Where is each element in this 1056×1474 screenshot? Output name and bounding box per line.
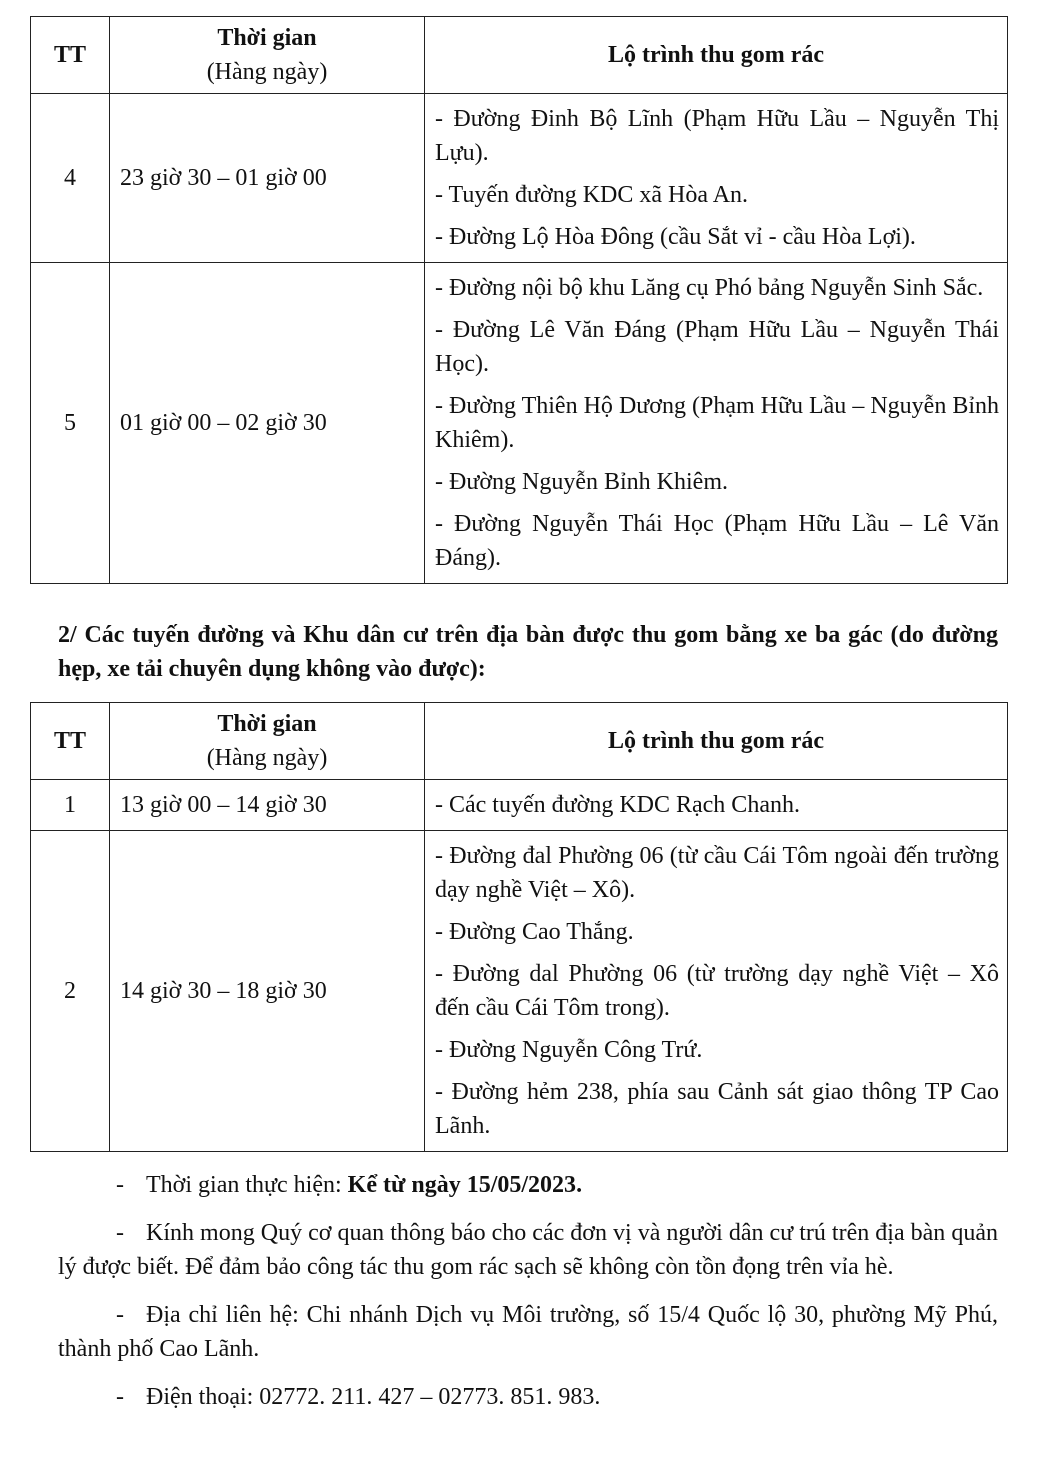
note-phone-text: Điện thoại: 02772. 211. 427 – 02773. 851. 983. xyxy=(146,1384,601,1410)
header-route: Lộ trình thu gom rác xyxy=(425,703,1008,780)
note-request xyxy=(58,1216,998,1284)
row-time: 23 giờ 30 – 01 giờ 00 xyxy=(110,94,425,263)
route-item: - Đường hẻm 238, phía sau Cảnh sát giao thông TP Cao Lãnh. xyxy=(435,1079,999,1139)
schedule-table-1 xyxy=(30,16,1008,584)
route-item: - Đường Nguyễn Công Trứ. xyxy=(435,1037,703,1063)
route-item: - Đường Cao Thắng. xyxy=(435,919,634,945)
route-item: - Đường Đinh Bộ Lĩnh (Phạm Hữu Lầu – Nguyễn Thị Lựu). xyxy=(435,106,999,166)
note-request-text: Kính mong Quý cơ quan thông báo cho các đơn vị và người dân cư trú trên địa bàn quản lý được biết. Để đảm bảo công tác thu gom rác sạch sẽ không còn tồn đọng trên vỉa hè. xyxy=(58,1220,998,1280)
route-item: - Tuyến đường KDC xã Hòa An. xyxy=(435,182,749,208)
route-item: - Đường Lộ Hòa Đông (cầu Sắt vỉ - cầu Hòa Lợi). xyxy=(435,224,916,250)
route-item: - Đường dal Phường 06 (từ trường dạy nghề Việt – Xô đến cầu Cái Tôm trong). xyxy=(435,961,999,1021)
table-row xyxy=(31,263,1008,584)
row-routes xyxy=(425,780,1008,831)
note-time-value: Kể từ ngày 15/05/2023 xyxy=(347,1172,577,1198)
header-time-sub: (Hàng ngày) xyxy=(206,745,328,771)
table-header-row xyxy=(31,703,1008,780)
row-time: 14 giờ 30 – 18 giờ 30 xyxy=(110,831,425,1152)
row-routes xyxy=(425,263,1008,584)
header-route: Lộ trình thu gom rác xyxy=(425,17,1008,94)
note-time-end: . xyxy=(576,1172,583,1198)
note-phone xyxy=(58,1380,998,1414)
notes-section xyxy=(58,1168,998,1428)
row-tt: 4 xyxy=(31,94,110,263)
note-time xyxy=(58,1168,998,1202)
table-row xyxy=(31,831,1008,1152)
route-item: - Đường Lê Văn Đáng (Phạm Hữu Lầu – Nguyễn Thái Học). xyxy=(435,317,999,377)
route-item: - Đường nội bộ khu Lăng cụ Phó bảng Nguyễn Sinh Sắc. xyxy=(435,275,984,301)
route-item: - Đường Thiên Hộ Dương (Phạm Hữu Lầu – Nguyễn Bỉnh Khiêm). xyxy=(435,393,999,453)
note-time-label: Thời gian thực hiện: xyxy=(146,1172,348,1198)
header-tt: TT xyxy=(31,17,110,94)
section-2-heading-text: 2/ Các tuyến đường và Khu dân cư trên địa bàn được thu gom bằng xe ba gác (do đường hẹp, xe tải chuyên dụng không vào được): xyxy=(58,622,998,682)
schedule-table-2 xyxy=(30,702,1008,1152)
row-tt: 1 xyxy=(31,780,110,831)
table-row xyxy=(31,780,1008,831)
note-dash: - xyxy=(116,1384,124,1410)
table-header-row xyxy=(31,17,1008,94)
header-time-sub: (Hàng ngày) xyxy=(206,59,328,85)
table-row xyxy=(31,94,1008,263)
note-dash: - xyxy=(116,1220,124,1246)
route-item: - Đường đal Phường 06 (từ cầu Cái Tôm ngoài đến trường dạy nghề Việt – Xô). xyxy=(435,843,999,903)
route-item: - Các tuyến đường KDC Rạch Chanh. xyxy=(435,792,800,818)
header-time-label: Thời gian xyxy=(217,711,317,737)
row-tt: 2 xyxy=(31,831,110,1152)
route-item: - Đường Nguyễn Thái Học (Phạm Hữu Lầu – Lê Văn Đáng). xyxy=(435,511,999,571)
row-tt: 5 xyxy=(31,263,110,584)
route-item: - Đường Nguyễn Bỉnh Khiêm. xyxy=(435,469,729,495)
note-address xyxy=(58,1298,998,1366)
row-time: 01 giờ 00 – 02 giờ 30 xyxy=(110,263,425,584)
row-routes xyxy=(425,831,1008,1152)
note-address-text: Địa chỉ liên hệ: Chi nhánh Dịch vụ Môi trường, số 15/4 Quốc lộ 30, phường Mỹ Phú, thành phố Cao Lãnh. xyxy=(58,1302,998,1362)
header-time-label: Thời gian xyxy=(217,25,317,51)
note-dash: - xyxy=(116,1302,124,1328)
header-time xyxy=(110,703,425,780)
header-tt: TT xyxy=(31,703,110,780)
row-time: 13 giờ 00 – 14 giờ 30 xyxy=(110,780,425,831)
section-2-heading xyxy=(58,618,998,686)
row-routes xyxy=(425,94,1008,263)
note-dash: - xyxy=(116,1172,124,1198)
header-time xyxy=(110,17,425,94)
